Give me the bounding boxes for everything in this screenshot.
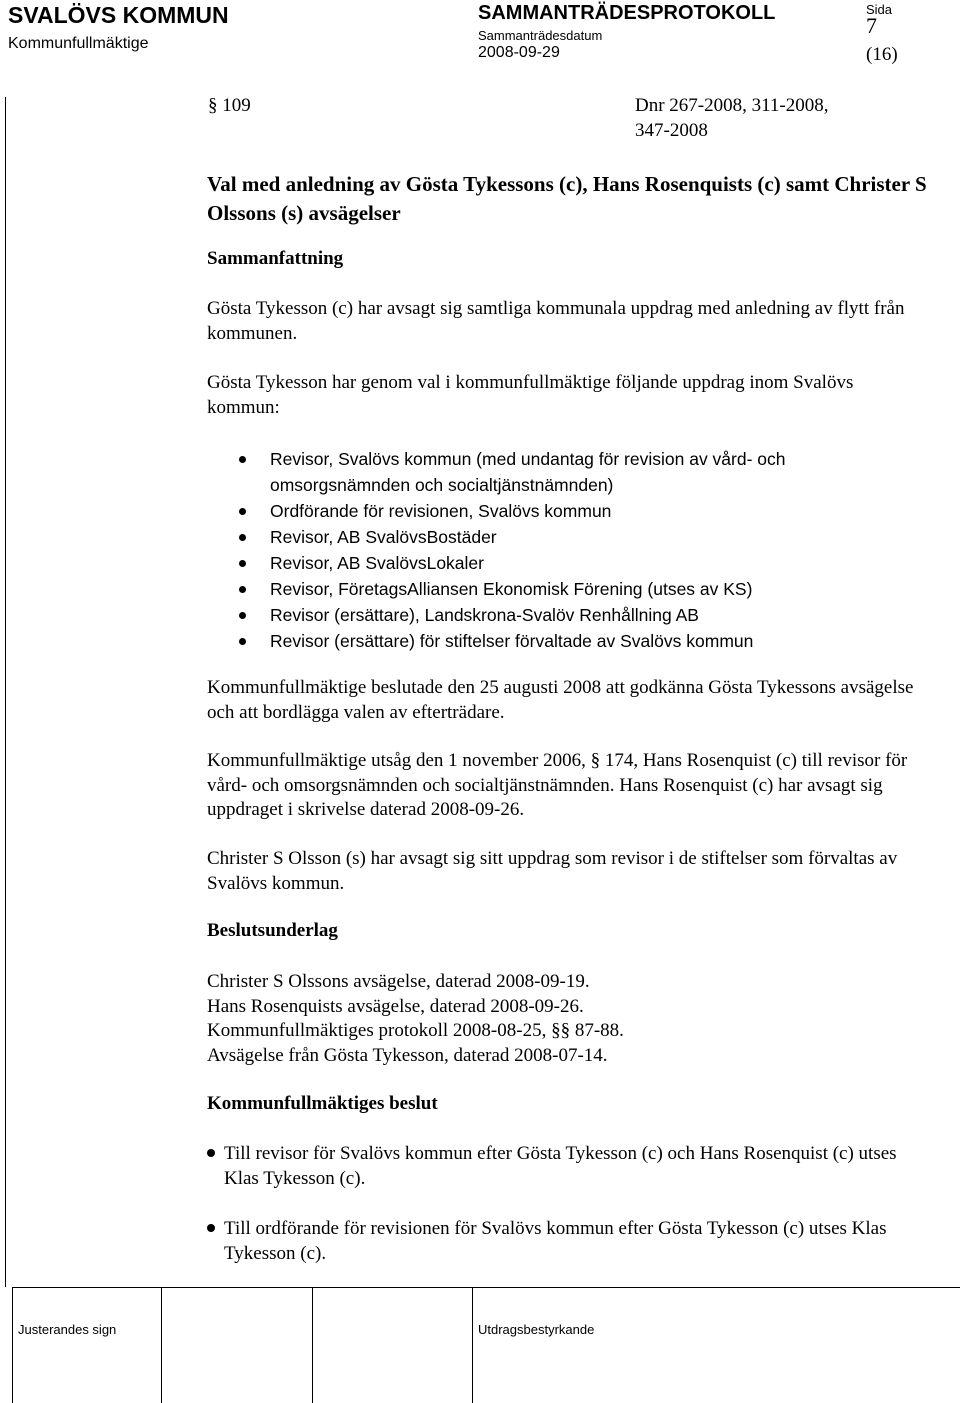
organization-subtitle: Kommunfullmäktige: [8, 35, 149, 52]
list-item: [270, 602, 890, 628]
basis-list: [207, 970, 624, 1068]
list-item: Avsägelse från Gösta Tykesson, daterad 2008-07-14.: [207, 1044, 608, 1066]
justifier-signature-label: Justerandes sign: [18, 1322, 117, 1337]
decision-history-paragraph: Kommunfullmäktige beslutade den 25 augusti 2008 att godkänna Gösta Tykessons avsägelse och att bordlägga valen av efterträdare.: [207, 677, 914, 723]
case-number-line-1: Dnr 267-2008, 311-2008,: [635, 95, 829, 116]
list-item: Christer S Olssons avsägelse, daterad 2008-09-19.: [207, 971, 590, 992]
list-item: [270, 576, 890, 602]
list-item: [270, 498, 890, 524]
list-item: [270, 524, 890, 550]
meeting-date-value: 2008-09-29: [478, 44, 560, 61]
bullet-icon: [239, 534, 246, 541]
page-total: (16): [866, 44, 898, 65]
bullet-icon: [239, 560, 246, 567]
list-item: [270, 446, 890, 498]
list-item-text: Revisor (ersättare) för stiftelser förvaltade av Svalövs kommun: [270, 631, 754, 651]
decision-heading: Kommunfullmäktiges beslut: [207, 1093, 438, 1114]
bullet-icon: [239, 586, 246, 593]
list-item-text: Till ordförande för revisionen för Svalövs kommun efter Gösta Tykesson (c) utses Klas Tykesson (c).: [224, 1218, 887, 1264]
list-item: Kommunfullmäktiges protokoll 2008-08-25, §§ 87-88.: [207, 1020, 624, 1041]
footer-cell-divider: [161, 1287, 162, 1403]
list-item: [270, 550, 890, 576]
list-item-text: Revisor, AB SvalövsLokaler: [270, 553, 484, 573]
bullet-icon: [207, 1149, 215, 1157]
basis-heading: Beslutsunderlag: [207, 920, 338, 941]
document-type: SAMMANTRÄDESPROTOKOLL: [478, 2, 776, 24]
summary-heading: Sammanfattning: [207, 248, 344, 269]
paragraph-number: § 109: [208, 95, 251, 116]
bullet-icon: [207, 1224, 215, 1232]
case-number-line-2: 347-2008: [635, 120, 708, 141]
list-item: Hans Rosenquists avsägelse, daterad 2008-09-26.: [207, 995, 584, 1017]
list-item-text: Ordförande för revisionen, Svalövs kommun: [270, 501, 612, 521]
assignment-list: [270, 446, 890, 654]
decision-list: [207, 1142, 927, 1292]
footer-cell-extract: [472, 1287, 473, 1403]
page-number: 7: [866, 13, 877, 38]
bullet-icon: [239, 508, 246, 515]
summary-paragraph-1: Gösta Tykesson (c) har avsagt sig samtliga kommunala uppdrag med anledning av flytt från kommunen.: [207, 298, 905, 344]
footer-cell-sign: [12, 1287, 13, 1403]
list-item: [270, 628, 890, 654]
list-item-text: Revisor, Svalövs kommun (med undantag för revision av vård- och omsorgsnämnden och socialtjänstnämnden): [270, 449, 786, 495]
meeting-date-label: Sammanträdesdatum: [478, 28, 603, 43]
rosenquist-paragraph: Kommunfullmäktige utsåg den 1 november 2006, § 174, Hans Rosenquist (c) till revisor för vård- och omsorgsnämnden och socialtjänstnämnden. Hans Rosenquist (c) har avsagt sig uppdraget i skrivelse daterad 2008-09-26.: [207, 750, 908, 820]
footer-cell-divider: [312, 1287, 313, 1403]
list-item: [207, 1142, 927, 1191]
list-item: [207, 1217, 927, 1266]
list-item-text: Revisor, AB SvalövsBostäder: [270, 527, 497, 547]
list-item-text: Revisor, FöretagsAlliansen Ekonomisk Förening (utses av KS): [270, 579, 753, 599]
extract-certification-label: Utdragsbestyrkande: [478, 1322, 595, 1337]
bullet-icon: [239, 612, 246, 619]
summary-paragraph-2: Gösta Tykesson har genom val i kommunfullmäktige följande uppdrag inom Svalövs kommun:: [207, 372, 854, 418]
bullet-icon: [239, 456, 246, 463]
left-margin-rule: [5, 97, 6, 1287]
list-item-text: Revisor (ersättare), Landskrona-Svalöv Renhållning AB: [270, 605, 699, 625]
footer-rule: [12, 1287, 960, 1288]
organization-name: SVALÖVS KOMMUN: [8, 2, 229, 28]
section-title: Val med anledning av Gösta Tykessons (c), Hans Rosenquists (c) samt Christer S Olssons (s) avsägelser: [207, 172, 927, 225]
olsson-paragraph: Christer S Olsson (s) har avsagt sig sitt uppdrag som revisor i de stiftelser som förvaltas av Svalövs kommun.: [207, 848, 898, 894]
list-item-text: Till revisor för Svalövs kommun efter Gösta Tykesson (c) och Hans Rosenquist (c) utses Klas Tykesson (c).: [224, 1143, 897, 1189]
bullet-icon: [239, 638, 246, 645]
page-label: Sida: [866, 2, 893, 17]
